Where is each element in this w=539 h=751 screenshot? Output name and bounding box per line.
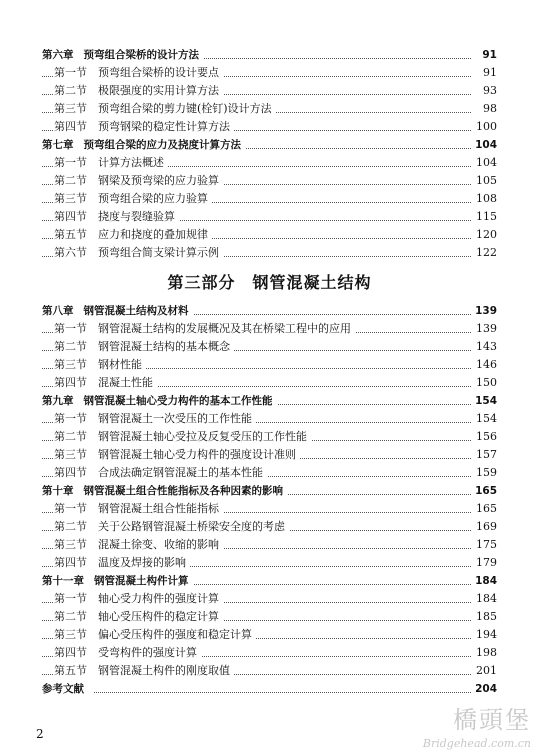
toc-entry-page: 104 bbox=[472, 154, 497, 172]
toc-entry-title: 钢管混凝土轴心受力构件的基本工作性能 bbox=[84, 392, 277, 410]
toc-section-entry[interactable] bbox=[42, 338, 497, 356]
toc-section-entry[interactable] bbox=[42, 82, 497, 100]
page-number: 2 bbox=[36, 727, 44, 741]
toc-entry-page: 100 bbox=[472, 118, 497, 136]
toc-section-entry[interactable] bbox=[42, 190, 497, 208]
toc-entry-label: 第五节 bbox=[54, 226, 98, 244]
toc-section-entry[interactable] bbox=[42, 590, 497, 608]
toc-section-entry[interactable] bbox=[42, 154, 497, 172]
toc-entry-label: 第二节 bbox=[54, 428, 98, 446]
toc-entry-title: 混凝土徐变、收缩的影响 bbox=[98, 536, 223, 554]
toc-entry-title: 轴心受压构件的稳定计算 bbox=[98, 608, 223, 626]
toc-entry-label: 第二节 bbox=[54, 608, 98, 626]
toc-entry-page: 143 bbox=[472, 338, 497, 356]
toc-entry-page: 154 bbox=[471, 392, 497, 410]
toc-entry-title: 受弯构件的强度计算 bbox=[98, 644, 201, 662]
toc-entry-title: 钢管混凝土结构及材料 bbox=[84, 302, 193, 320]
toc-entry-label: 第四节 bbox=[54, 118, 98, 136]
toc-entry-title: 钢管混凝土结构的基本概念 bbox=[98, 338, 234, 356]
toc-entry-page: 175 bbox=[472, 536, 497, 554]
toc-entry-page: 91 bbox=[479, 64, 497, 82]
toc-section-entry[interactable] bbox=[42, 226, 497, 244]
toc-entry-label: 第六章 bbox=[42, 46, 84, 64]
toc-entry-title: 混凝土性能 bbox=[98, 374, 157, 392]
toc-entry-label: 参考文献 bbox=[42, 680, 94, 698]
part-title: 第三部分 钢管混凝土结构 bbox=[167, 273, 372, 292]
toc-section-top bbox=[42, 46, 497, 262]
toc-entry-page: 122 bbox=[472, 244, 497, 262]
toc-entry-label: 第一节 bbox=[54, 64, 98, 82]
toc-entry-label: 第二节 bbox=[54, 338, 98, 356]
toc-chapter-entry[interactable] bbox=[42, 572, 497, 590]
toc-entry-label: 第四节 bbox=[54, 374, 98, 392]
toc-entry-page: 139 bbox=[472, 320, 497, 338]
toc-entry-label: 第一节 bbox=[54, 500, 98, 518]
toc-entry-label: 第三节 bbox=[54, 446, 98, 464]
watermark-url: Bridgehead.com.cn bbox=[422, 737, 531, 750]
toc-section-entry[interactable] bbox=[42, 428, 497, 446]
toc-entry-page: 105 bbox=[472, 172, 497, 190]
toc-entry-title: 钢管混凝土组合性能指标及各种因素的影响 bbox=[84, 482, 288, 500]
toc-dot-leader bbox=[42, 692, 471, 693]
toc-entry-page: 165 bbox=[472, 500, 497, 518]
toc-entry-title: 钢管混凝土轴心受力构件的强度设计准则 bbox=[98, 446, 300, 464]
toc-entry-page: 98 bbox=[479, 100, 497, 118]
toc-entry-page: 184 bbox=[471, 572, 497, 590]
toc-entry-title: 钢管混凝土构件的刚度取值 bbox=[98, 662, 234, 680]
toc-section-entry[interactable] bbox=[42, 626, 497, 644]
toc-section-entry[interactable] bbox=[42, 644, 497, 662]
toc-entry-label: 第二节 bbox=[54, 82, 98, 100]
toc-entry-label: 第三节 bbox=[54, 536, 98, 554]
toc-section-entry[interactable] bbox=[42, 64, 497, 82]
toc-entry-page: 150 bbox=[472, 374, 497, 392]
toc-entry-page: 154 bbox=[472, 410, 497, 428]
toc-entry-label: 第三节 bbox=[54, 626, 98, 644]
watermark-logo bbox=[423, 700, 531, 750]
toc-entry-title: 预弯组合梁的应力及挠度计算方法 bbox=[84, 136, 246, 154]
toc-chapter-entry[interactable] bbox=[42, 302, 497, 320]
toc-section-entry[interactable] bbox=[42, 536, 497, 554]
toc-entry-label: 第七章 bbox=[42, 136, 84, 154]
toc-section-entry[interactable] bbox=[42, 100, 497, 118]
toc-entry-page: 146 bbox=[472, 356, 497, 374]
toc-entry-page: 115 bbox=[472, 208, 497, 226]
toc-section-entry[interactable] bbox=[42, 356, 497, 374]
toc-entry-title: 预弯钢梁的稳定性计算方法 bbox=[98, 118, 234, 136]
toc-section-entry[interactable] bbox=[42, 518, 497, 536]
toc-entry-page: 201 bbox=[472, 662, 497, 680]
toc-entry-title: 钢管混凝土构件计算 bbox=[94, 572, 193, 590]
toc-entry-title: 合成法确定钢管混凝土的基本性能 bbox=[98, 464, 267, 482]
toc-section-entry[interactable] bbox=[42, 172, 497, 190]
toc-section-entry[interactable] bbox=[42, 208, 497, 226]
toc-entry-title: 钢管混凝土结构的发展概况及其在桥梁工程中的应用 bbox=[98, 320, 355, 338]
toc-entry-label: 第六节 bbox=[54, 244, 98, 262]
toc-chapter-entry[interactable] bbox=[42, 482, 497, 500]
toc-section-entry[interactable] bbox=[42, 464, 497, 482]
toc-entry-page: 93 bbox=[479, 82, 497, 100]
toc-entry-label: 第四节 bbox=[54, 464, 98, 482]
toc-entry-label: 第二节 bbox=[54, 172, 98, 190]
toc-chapter-entry[interactable] bbox=[42, 136, 497, 154]
toc-section-entry[interactable] bbox=[42, 410, 497, 428]
toc-entry-label: 第五节 bbox=[54, 662, 98, 680]
toc-entry-title: 预弯组合梁的应力验算 bbox=[98, 190, 212, 208]
toc-entry-page: 120 bbox=[472, 226, 497, 244]
toc-entry-label: 第四节 bbox=[54, 644, 98, 662]
toc-entry-page: 157 bbox=[472, 446, 497, 464]
toc-entry-page: 169 bbox=[472, 518, 497, 536]
toc-section-entry[interactable] bbox=[42, 500, 497, 518]
toc-section-entry[interactable] bbox=[42, 662, 497, 680]
toc-entry-label: 第十一章 bbox=[42, 572, 94, 590]
toc-entry-page: 204 bbox=[471, 680, 497, 698]
toc-entry-title: 偏心受压构件的强度和稳定计算 bbox=[98, 626, 256, 644]
toc-entry-page: 179 bbox=[472, 554, 497, 572]
toc-section-entry[interactable] bbox=[42, 244, 497, 262]
toc-entry-page: 194 bbox=[472, 626, 497, 644]
toc-entry-page: 165 bbox=[471, 482, 497, 500]
toc-entry-label: 第一节 bbox=[54, 590, 98, 608]
toc-entry-title: 挠度与裂缝验算 bbox=[98, 208, 179, 226]
toc-entry-title: 极限强度的实用计算方法 bbox=[98, 82, 223, 100]
toc-entry-page: 91 bbox=[478, 46, 497, 64]
toc-section-entry[interactable] bbox=[42, 320, 497, 338]
toc-entry-title: 钢材性能 bbox=[98, 356, 146, 374]
toc-entry-label: 第一节 bbox=[54, 154, 98, 172]
toc-chapter-entry[interactable] bbox=[42, 680, 497, 698]
toc-entry-label: 第一节 bbox=[54, 320, 98, 338]
toc-section-entry[interactable] bbox=[42, 554, 497, 572]
toc-entry-title: 关于公路钢管混凝土桥梁安全度的考虑 bbox=[98, 518, 289, 536]
toc-entry-page: 198 bbox=[472, 644, 497, 662]
toc-section-entry[interactable] bbox=[42, 446, 497, 464]
toc-entry-title: 钢管混凝土一次受压的工作性能 bbox=[98, 410, 256, 428]
toc-entry-title: 钢梁及预弯梁的应力验算 bbox=[98, 172, 223, 190]
toc-entry-label: 第三节 bbox=[54, 190, 98, 208]
toc-entry-label: 第十章 bbox=[42, 482, 84, 500]
toc-entry-title: 温度及焊接的影响 bbox=[98, 554, 190, 572]
toc-section-entry[interactable] bbox=[42, 608, 497, 626]
toc-entry-page: 104 bbox=[471, 136, 497, 154]
toc-entry-label: 第八章 bbox=[42, 302, 84, 320]
toc-entry-title: 预弯组合梁桥的设计要点 bbox=[98, 64, 223, 82]
toc-entry-title: 预弯组合梁桥的设计方法 bbox=[84, 46, 204, 64]
toc-section-entry[interactable] bbox=[42, 374, 497, 392]
toc-section-bottom bbox=[42, 302, 497, 698]
toc-entry-title: 钢管混凝土组合性能指标 bbox=[98, 500, 223, 518]
toc-entry-label: 第三节 bbox=[54, 100, 98, 118]
toc-section-entry[interactable] bbox=[42, 118, 497, 136]
toc-entry-label: 第一节 bbox=[54, 410, 98, 428]
toc-entry-title: 预弯组合简支梁计算示例 bbox=[98, 244, 223, 262]
toc-chapter-entry[interactable] bbox=[42, 392, 497, 410]
toc-entry-label: 第三节 bbox=[54, 356, 98, 374]
toc-entry-title: 钢管混凝土轴心受拉及反复受压的工作性能 bbox=[98, 428, 311, 446]
watermark-text: 橋頭堡 bbox=[453, 706, 531, 734]
toc-entry-label: 第四节 bbox=[54, 208, 98, 226]
toc-entry-title: 计算方法概述 bbox=[98, 154, 168, 172]
toc-entry-label: 第二节 bbox=[54, 518, 98, 536]
toc-entry-title: 预弯组合梁的剪力键(栓钉)设计方法 bbox=[98, 100, 276, 118]
toc-entry-page: 139 bbox=[471, 302, 497, 320]
toc-entry-title: 应力和挠度的叠加规律 bbox=[98, 226, 212, 244]
toc-chapter-entry[interactable] bbox=[42, 46, 497, 64]
toc-entry-page: 184 bbox=[472, 590, 497, 608]
toc-entry-page: 156 bbox=[472, 428, 497, 446]
toc-entry-page: 185 bbox=[472, 608, 497, 626]
toc-entry-label: 第四节 bbox=[54, 554, 98, 572]
toc-entry-page: 159 bbox=[472, 464, 497, 482]
toc-entry-label: 第九章 bbox=[42, 392, 84, 410]
toc-entry-title: 轴心受力构件的强度计算 bbox=[98, 590, 223, 608]
toc-entry-page: 108 bbox=[472, 190, 497, 208]
